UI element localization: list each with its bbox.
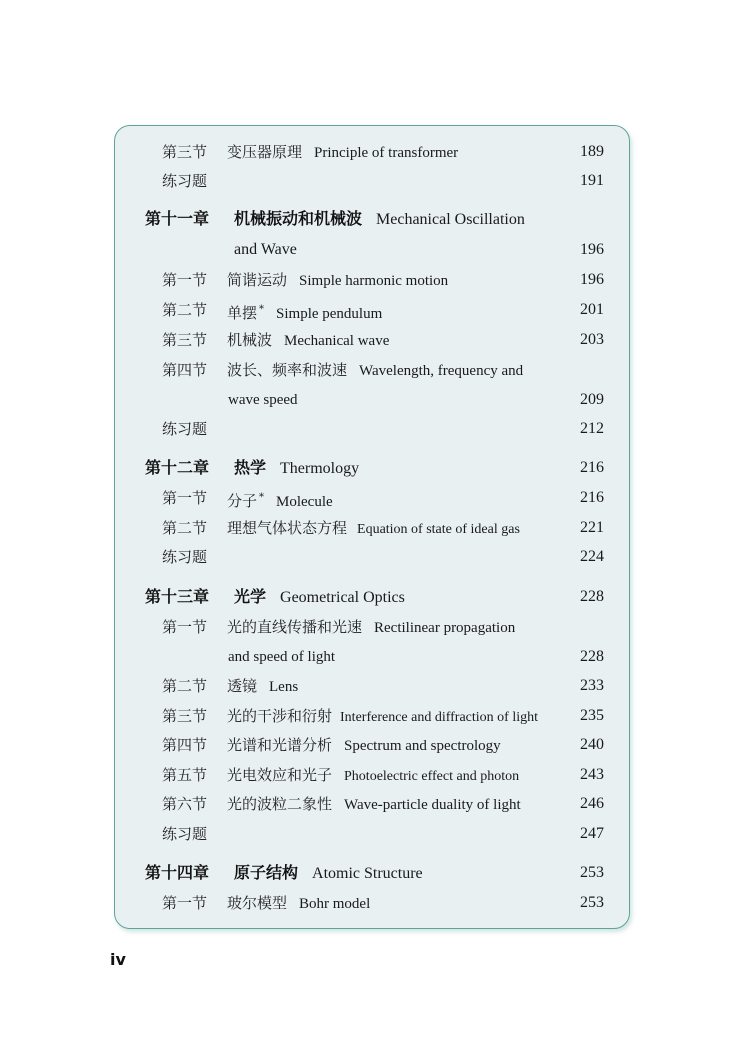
section-label: 第四节 — [162, 736, 208, 754]
section-title — [227, 327, 389, 354]
title-cn: 玻尔模型 — [227, 894, 288, 912]
page-folio: iv — [110, 950, 126, 969]
section-title — [227, 357, 523, 384]
toc-entry-section[interactable] — [0, 139, 750, 165]
section-label: 第二节 — [162, 519, 208, 537]
section-title — [227, 791, 521, 818]
title-en: Bohr model — [299, 896, 371, 912]
page-number: 216 — [580, 459, 604, 476]
section-label: 第三节 — [162, 143, 208, 161]
page-number: 235 — [580, 707, 604, 724]
title-en: Thermology — [280, 460, 360, 477]
page-number: 203 — [580, 331, 604, 348]
title-en: Wavelength, frequency and — [359, 363, 524, 379]
toc-entry-section[interactable] — [0, 515, 750, 541]
title-en: Atomic Structure — [312, 865, 423, 882]
title-cn: 波长、频率和波速 — [227, 361, 348, 379]
toc-entry-chapter-continued[interactable] — [0, 237, 750, 263]
section-label: 第六节 — [162, 795, 208, 813]
title-cn: 单摆 — [227, 304, 258, 322]
title-cn: 光学 — [234, 587, 267, 606]
toc-entry-chapter[interactable] — [0, 860, 750, 886]
title-en: Wave-particle duality of light — [344, 797, 521, 813]
title-cn: 光的干涉和衍射 — [227, 707, 333, 725]
section-label: 第三节 — [162, 331, 208, 349]
page-number: 196 — [580, 271, 604, 288]
title-cn: 光的直线传播和光速 — [227, 618, 363, 636]
title-en: Simple pendulum — [276, 306, 383, 322]
toc-entry-chapter[interactable] — [0, 584, 750, 610]
toc-entry-section[interactable] — [0, 732, 750, 758]
section-title — [227, 267, 448, 294]
toc-entry-section[interactable] — [0, 327, 750, 353]
chapter-label: 第十四章 — [145, 863, 210, 882]
section-title — [227, 614, 515, 641]
title-en: Mechanical Oscillation — [376, 211, 525, 228]
section-label: 第一节 — [162, 489, 208, 507]
title-en: Lens — [269, 679, 299, 695]
chapter-title — [234, 860, 423, 887]
page-number: 224 — [580, 548, 604, 565]
toc-entry-chapter[interactable] — [0, 455, 750, 481]
title-en: Simple harmonic motion — [299, 273, 449, 289]
chapter-label: 第十三章 — [145, 587, 210, 606]
title-en: Interference and diffraction of light — [340, 710, 538, 725]
page-number: 228 — [580, 648, 604, 665]
section-title — [227, 890, 370, 917]
title-cn: 简谐运动 — [227, 271, 288, 289]
toc-entry-section[interactable] — [0, 890, 750, 916]
toc-entry-exercise[interactable] — [0, 168, 750, 194]
exercise-label: 练习题 — [162, 548, 208, 566]
section-title — [227, 515, 520, 543]
toc-entry-exercise[interactable] — [0, 544, 750, 570]
title-cn: 光谱和光谱分析 — [227, 736, 333, 754]
section-label: 第一节 — [162, 894, 208, 912]
chapter-title — [234, 206, 525, 233]
toc-entry-section[interactable] — [0, 267, 750, 293]
title-en: Mechanical wave — [284, 333, 390, 349]
title-cn: 光电效应和光子 — [227, 766, 333, 784]
title-cn: 分子 — [227, 492, 258, 510]
chapter-title — [234, 584, 405, 611]
chapter-label: 第十二章 — [145, 458, 210, 477]
page-number: 216 — [580, 489, 604, 506]
section-title — [227, 732, 501, 759]
toc-entry-section[interactable] — [0, 297, 750, 323]
chapter-label: 第十一章 — [145, 209, 210, 228]
page-number: 196 — [580, 241, 604, 258]
toc-entry-section-continued[interactable] — [0, 644, 750, 670]
toc-entry-exercise[interactable] — [0, 416, 750, 442]
title-en: Spectrum and spectrology — [344, 738, 501, 754]
page-number: 212 — [580, 420, 604, 437]
toc-entry-exercise[interactable] — [0, 821, 750, 847]
title-en: Geometrical Optics — [280, 589, 405, 606]
section-title — [227, 485, 333, 515]
toc-entry-section[interactable] — [0, 485, 750, 511]
title-cn: 光的波粒二象性 — [227, 795, 333, 813]
optional-star-mark: * — [259, 304, 265, 315]
section-title — [227, 297, 382, 327]
title-en: Equation of state of ideal gas — [357, 522, 520, 537]
page-number: 240 — [580, 736, 604, 753]
title-en: Molecule — [276, 494, 333, 510]
title-cn: 机械振动和机械波 — [234, 209, 363, 228]
section-label: 第四节 — [162, 361, 208, 379]
toc-entry-section[interactable] — [0, 703, 750, 729]
page-number: 209 — [580, 391, 604, 408]
title-en-continued: wave speed — [228, 392, 298, 408]
toc-entry-section[interactable] — [0, 614, 750, 640]
title-cn: 机械波 — [227, 331, 273, 349]
toc-entry-chapter[interactable] — [0, 206, 750, 232]
title-en-continued: and speed of light — [228, 649, 336, 665]
section-title — [227, 762, 519, 790]
title-en: Rectilinear propagation — [374, 620, 516, 636]
toc-entry-section[interactable] — [0, 357, 750, 383]
page-number: 233 — [580, 677, 604, 694]
section-label: 第二节 — [162, 301, 208, 319]
optional-star-mark: * — [259, 492, 265, 503]
toc-entry-section[interactable] — [0, 791, 750, 817]
title-cn: 理想气体状态方程 — [227, 519, 348, 537]
page-number: 221 — [580, 519, 604, 536]
title-en-continued: and Wave — [234, 241, 297, 258]
toc-entry-section[interactable] — [0, 762, 750, 788]
page-number: 253 — [580, 894, 604, 911]
chapter-title — [234, 455, 359, 482]
title-cn: 变压器原理 — [227, 143, 303, 161]
section-label: 第三节 — [162, 707, 208, 725]
exercise-label: 练习题 — [162, 825, 208, 843]
section-label: 第一节 — [162, 271, 208, 289]
section-title — [227, 139, 458, 166]
page-number: 243 — [580, 766, 604, 783]
page-number: 189 — [580, 143, 604, 160]
page-number: 253 — [580, 864, 604, 881]
title-cn: 透镜 — [227, 677, 258, 695]
title-en: Photoelectric effect and photon — [344, 769, 520, 784]
title-cn: 热学 — [234, 458, 267, 477]
title-cn: 原子结构 — [234, 863, 299, 882]
section-title — [227, 703, 538, 731]
page-number: 247 — [580, 825, 604, 842]
exercise-label: 练习题 — [162, 420, 208, 438]
section-label: 第一节 — [162, 618, 208, 636]
exercise-label: 练习题 — [162, 172, 208, 190]
title-en: Principle of transformer — [314, 145, 459, 161]
section-title — [227, 673, 298, 700]
page-number: 201 — [580, 301, 604, 318]
section-label: 第二节 — [162, 677, 208, 695]
section-label: 第五节 — [162, 766, 208, 784]
page-number: 228 — [580, 588, 604, 605]
page-number: 246 — [580, 795, 604, 812]
toc-entry-section-continued[interactable] — [0, 387, 750, 413]
toc-entry-section[interactable] — [0, 673, 750, 699]
page-number: 191 — [580, 172, 604, 189]
